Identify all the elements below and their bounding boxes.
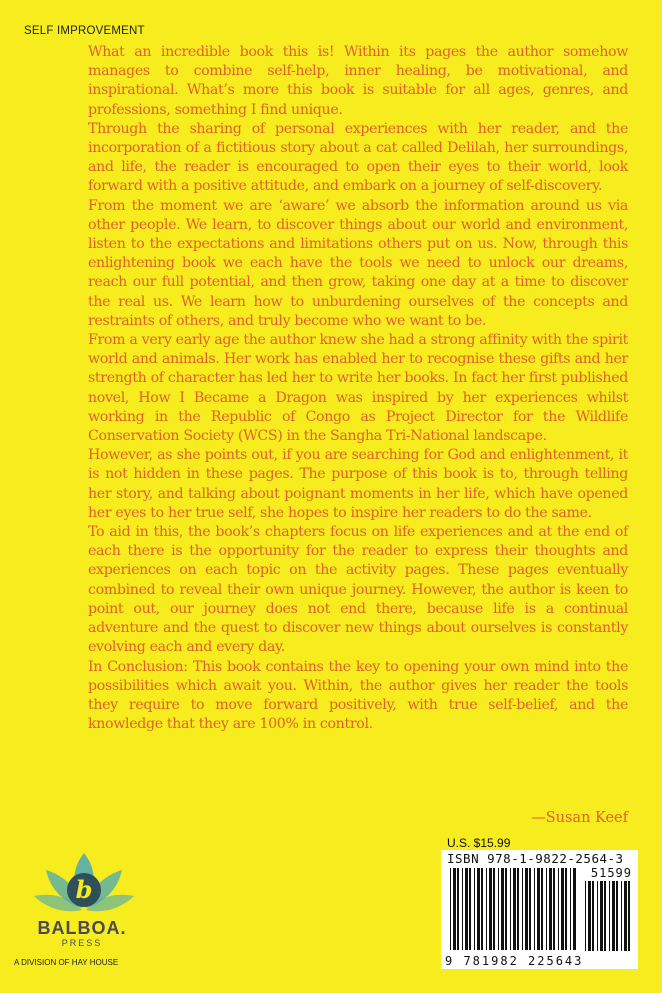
paragraph: From the moment we are ‘aware’ we absorb the information around us via other people. We learn, to discover things about our world and environment, listen to the expectations and limitations others put on us. Now, through this enlightening book we each have the tools we need to unlock our dreams, reach our full potential, and then grow, taking one day at a time to discover the real us. We learn how to unburdening ourselves of the concepts and restraints of others, and truly become who we want to be.: [88, 197, 628, 329]
barcode-addon-icon: [584, 881, 632, 951]
paragraph: Through the sharing of personal experiences with her reader, and the incorporation of a fictitious story about a cat called Delilah, her surroundings, and life, the reader is encouraged to open their eyes to their world, look forward with a positive attitude, and embark on a journey of self-discovery.: [88, 120, 628, 195]
description-text: [88, 43, 628, 734]
paragraph: However, as she points out, if you are searching for God and enlightenment, it is not hidden in these pages. The purpose of this book is to, through telling her story, and talking about poignant moments in her life, which have opened her eyes to her true self, she hopes to inspire her readers to do the same.: [88, 447, 628, 521]
price-code: 51599: [590, 866, 632, 880]
isbn-text: ISBN 978-1-9822-2564-3: [447, 851, 624, 866]
lotus-logo-icon: [24, 848, 144, 968]
barcode-block: [441, 850, 638, 969]
publisher-division: A DIVISION OF HAY HOUSE: [14, 958, 119, 967]
publisher-name: BALBOA.: [37, 918, 127, 938]
paragraph: What an incredible book this is! Within its pages the author somehow manages to combine self-help, inner healing, be motivational, and inspirational. What’s more this book is suitable for all ages, genres, and professions, something I find unique.: [88, 44, 628, 118]
logo-letter: b: [75, 875, 93, 904]
attribution: —Susan Keef: [531, 810, 628, 826]
publisher-sub: PRESS: [61, 938, 103, 948]
barcode-icon: [449, 868, 579, 950]
price-label: U.S. $15.99: [447, 836, 511, 850]
paragraph: From a very early age the author knew she had a strong affinity with the spirit world and animals. Her work has enabled her to recognise these gifts and her strength of character has led her to write her books. In fact her first published novel, How I Became a Dragon was inspired by her experiences whilst working in the Republic of Congo as Project Director for the Wildlife Conservation Society (WCS) in the Sangha Tri-National landscape.: [88, 332, 628, 445]
paragraph: In Conclusion: This book contains the key to opening your own mind into the possibilities which await you. Within, the author gives her reader the tools they require to move forward positively, with true self-belief, and the knowledge that they are 100% in control.: [88, 658, 628, 733]
ean-number: 9 781982 225643: [445, 954, 584, 968]
category-label: SELF IMPROVEMENT: [24, 25, 145, 37]
paragraph: To aid in this, the book’s chapters focus on life experiences and at the end of each there is the opportunity for the reader to express their thoughts and experiences on each topic on the activity pages. These pages eventually combined to reveal their own unique journey. However, the author is keen to point out, our journey does not end there, because life is a continual adventure and the quest to discover new things about ourselves is constantly evolving each and every day.: [88, 524, 628, 656]
